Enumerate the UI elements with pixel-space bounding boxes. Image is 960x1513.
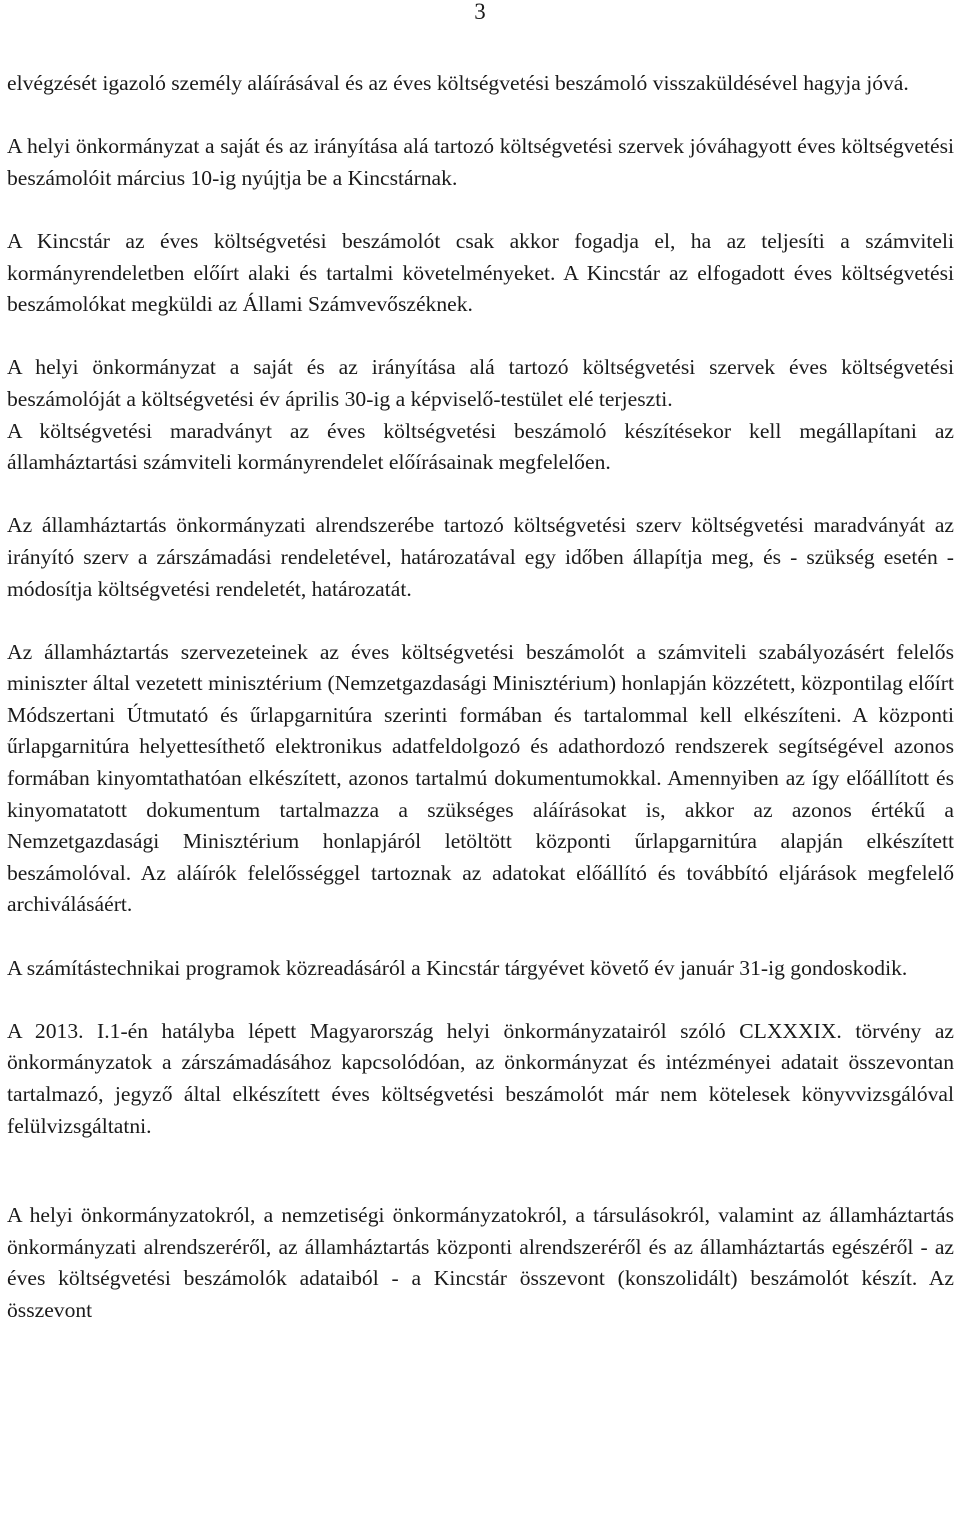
- paragraph-form-requirements: Az államháztartás szervezeteinek az éves költségvetési beszámolót a számviteli szabályozásért felelős miniszter által vezetett minisztérium (Nemzetgazdasági Minisztérium) honlapján közzétett, központilag előírt Módszertani Útmutató és űrlapgarnitúra szerinti formában és tartalommal kell elkészíteni. A központi űrlapgarnitúra helyettesíthető elektronikus adatfeldolgozó és adathordozó rendszerek segítségével azonos formában kinyomtathatóan elkészített, azonos tartalmú dokumentumokkal. Amennyiben az így előállított és kinyomatatott dokumentum tartalmazza a szükséges aláírásokat is, akkor az azonos értékű a Nemzetgazdasági Minisztérium honlapjáról letöltött központi űrlapgarnitúra alapján elkészített beszámolóval. Az aláírók felelősséggel tartoznak az adatokat előállító és továbbító eljárások megfelelő archiválásáért.: [7, 639, 954, 917]
- document-body: [7, 68, 954, 1327]
- paragraph-treasury-acceptance: A Kincstár az éves költségvetési beszámolót csak akkor fogadja el, ha az teljesíti a számviteli kormányrendeletben előírt alaki és tartalmi követelményeket. A Kincstár az elfogadott éves költségvetési beszámolókat megküldi az Állami Számvevőszéknek.: [7, 228, 954, 317]
- paragraph-consolidated-report: A helyi önkormányzatokról, a nemzetiségi önkormányzatokról, a társulásokról, valamint az államháztartás önkormányzati alrendszeréről, az államháztartás központi alrendszeréről és az államháztartás egészéről - az éves költségvetési beszámolók adataiból - a Kincstár összevont (konszolidált) beszámolót készít. Az összevont: [7, 1203, 954, 1322]
- paragraph-residual-approval: Az államháztartás önkormányzati alrendszerébe tartozó költségvetési szerv költségvetési maradványát az irányító szerv a zárszámadási rendeletével, határozatával egy időben állapítja meg, és - szükség esetén - módosítja költségvetési rendeletét, határozatát.: [7, 513, 954, 601]
- paragraph-submission-deadline: A helyi önkormányzat a saját és az irányítása alá tartozó költségvetési szervek jóváhagyott éves költségvetési beszámolóit március 10-ig nyújtja be a Kincstárnak.: [7, 134, 954, 190]
- paragraph-approval: elvégzését igazoló személy aláírásával és az éves költségvetési beszámoló visszaküldésével hagyja jóvá.: [7, 71, 909, 95]
- paragraph-software-release: A számítástechnikai programok közreadásáról a Kincstár tárgyévet követő év január 31-ig gondoskodik.: [7, 955, 908, 980]
- paragraph-audit-exemption: A 2013. I.1-én hatályba lépett Magyarország helyi önkormányzatairól szóló CLXXXIX. törvény az önkormányzatok a zárszámadásához kapcsolódóan, az önkormányzat és intézményei adatait összevontan tartalmazó, jegyző által elkészített éves költségvetési beszámolót már nem kötelesek könyvvizsgálóval felülvizsgáltatni.: [7, 1018, 954, 1138]
- page-number: 3: [474, 0, 486, 24]
- paragraph-council-presentation: A helyi önkormányzat a saját és az irányítása alá tartozó költségvetési szervek éves költségvetési beszámolóját a költségvetési év április 30-ig a képviselő-testület elé terjeszti.: [7, 355, 954, 411]
- paragraph-budget-residual: A költségvetési maradványt az éves költségvetési beszámoló készítésekor kell megállapítani az államháztartási számviteli kormányrendelet előírásainak megfelelően.: [7, 418, 954, 475]
